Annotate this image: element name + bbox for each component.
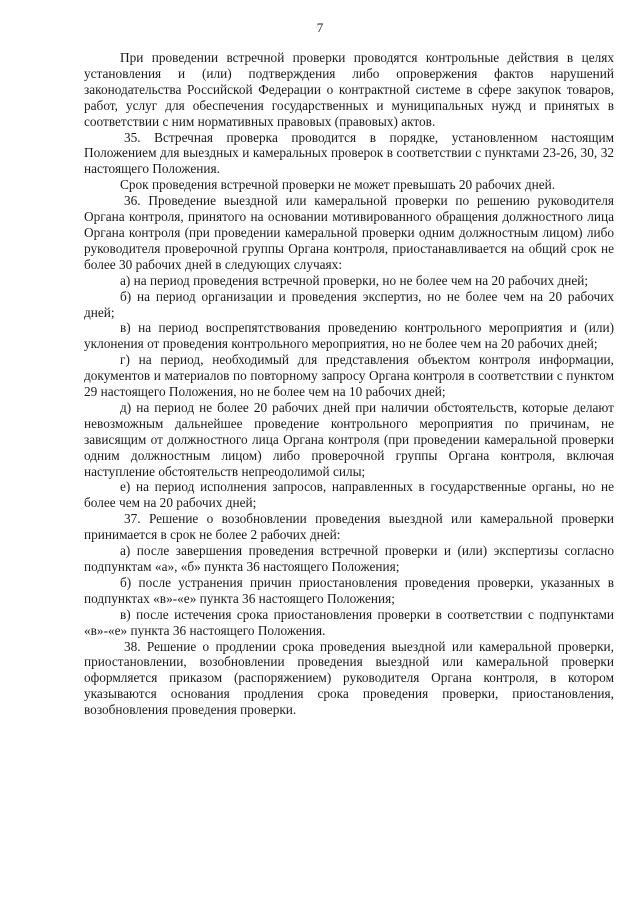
page-number: 7: [316, 20, 324, 35]
paragraph-37-b: б) после устранения причин приостановления проведения проверки, указанных в подпунктах «в»-«е» пункта 36 настоящего Положения;: [84, 574, 614, 606]
paragraph-35: 35. Встречная проверка проводится в порядке, установленном настоящим Положением для выездных и камеральных проверок в соответствии с пунктами 23-26, 30, 32 настоящего Положения.: [84, 129, 614, 177]
paragraph-36-v: в) на период воспрепятствования проведению контрольного мероприятия и (или) уклонения от проведения контрольного мероприятия, но не более чем на 20 рабочих дней;: [84, 320, 614, 352]
paragraph-37: 37. Решение о возобновлении проведения выездной или камеральной проверки принимается в срок не более 2 рабочих дней:: [84, 511, 614, 543]
paragraph-37-v: в) после истечения срока приостановления проверки в соответствии с подпунктами «в»-«е» пункта 36 настоящего Положения.: [84, 606, 614, 638]
paragraph-counter-check-actions: При проведении встречной проверки проводятся контрольные действия в целях установления и (или) подтверждения либо опровержения фактов нарушений законодательства Российской Федерации о контрактной системе в сфере закупок товаров, работ, услуг для обеспечения государственных и муниципальных нужд и принятых в соответствии с ним нормативных правовых (правовых) актов.: [84, 50, 614, 129]
document-body: [84, 50, 614, 718]
paragraph-counter-check-term: Срок проведения встречной проверки не может превышать 20 рабочих дней.: [120, 177, 556, 193]
paragraph-37-a: а) после завершения проведения встречной проверки и (или) экспертизы согласно подпунктам «а», «б» пункта 36 настоящего Положения;: [84, 543, 614, 574]
paragraph-36-a: а) на период проведения встречной проверки, но не более чем на 20 рабочих дней;: [120, 272, 589, 288]
paragraph-36-g: г) на период, необходимый для представления объектом контроля информации, документов и материалов по повторному запросу Органа контроля в соответствии с пунктом 29 настоящего Положения, но не более чем на 10 рабочих дней;: [84, 352, 614, 400]
paragraph-36-b: б) на период организации и проведения экспертиз, но не более чем на 20 рабочих дней;: [84, 288, 614, 320]
paragraph-36-d: д) на период не более 20 рабочих дней при наличии обстоятельств, которые делают невозможным дальнейшее проведение контрольного мероприятия по причинам, не зависящим от должностного лица Органа контроля (при проведении камеральной проверки одним должностным лицом) либо проверочной группы Органа контроля, включая наступление обстоятельств непреодолимой силы;: [84, 399, 614, 479]
paragraph-36-e: е) на период исполнения запросов, направленных в государственные органы, но не более чем на 20 рабочих дней;: [84, 479, 614, 511]
paragraph-38: 38. Решение о продлении срока проведения выездной или камеральной проверки, приостановлении, возобновлении проведения выездной или камеральной проверки оформляется приказом (распоряжением) руководителя Органа контроля, в котором указываются основания продления срока проведения проверки, приостановления, возобновления проведения проверки.: [84, 638, 614, 718]
paragraph-36: 36. Проведение выездной или камеральной проверки по решению руководителя Органа контроля, принятого на основании мотивированного обращения должностного лица Органа контроля (при проведении камеральной проверки одним должностным лицом) либо руководителя проверочной группы Органа контроля, приостанавливается на общий срок не более 30 рабочих дней в следующих случаях:: [84, 193, 614, 272]
